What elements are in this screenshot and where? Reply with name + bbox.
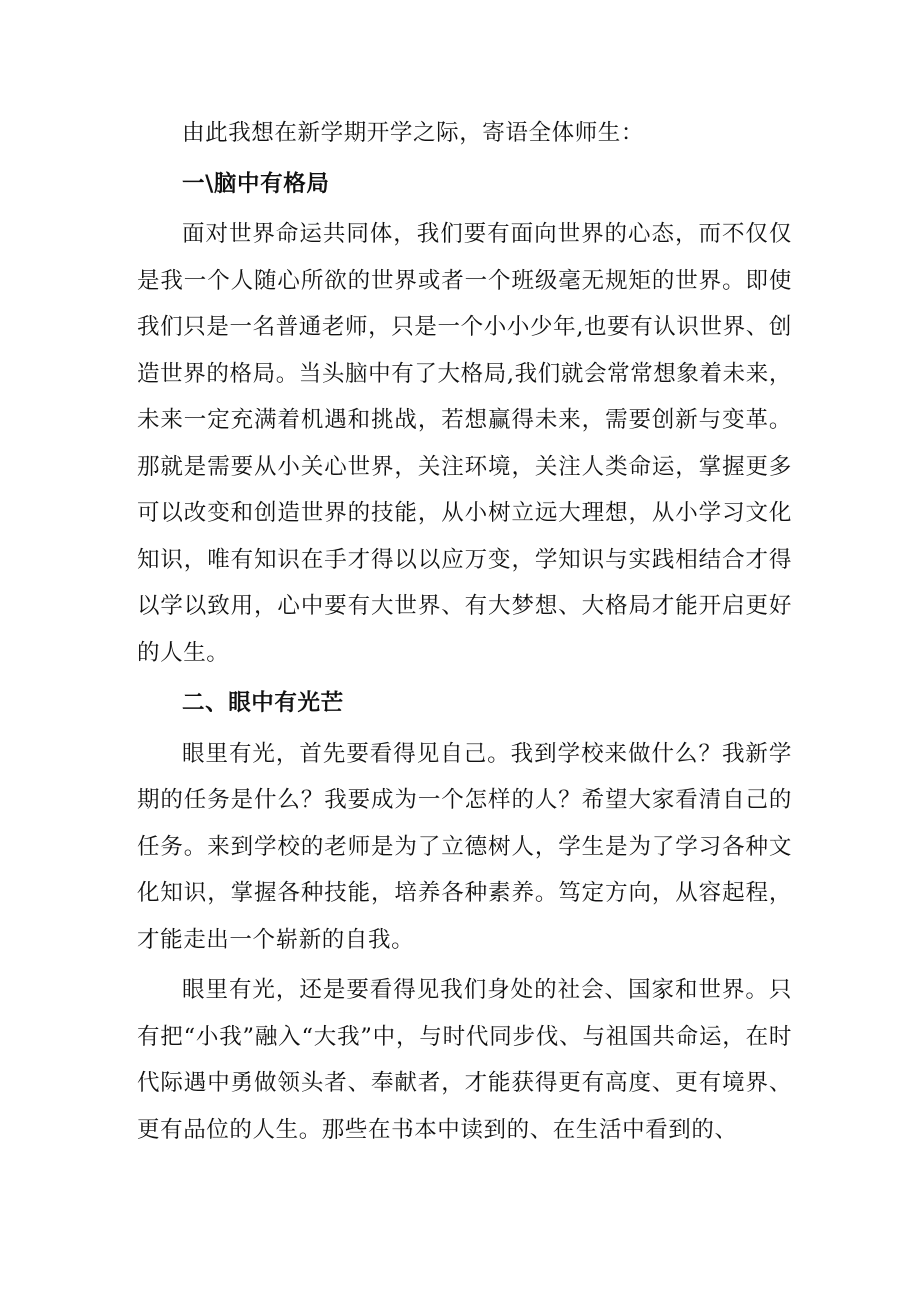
intro-paragraph: 由此我想在新学期开学之际，寄语全体师生： (182, 120, 645, 146)
section-heading-1: 一\脑中有格局 (182, 170, 330, 197)
section-1-paragraph: 面对世界命运共同体，我们要有面向世界的心态，而不仅仅是我一个人随心所欲的世界或者一个班级毫无规矩的世界。即使我们只是一名普通老师，只是一个小小少年,也要有认识世界、创造世界的格局。当头脑中有了大格局,我们就会常常想象着未来，未来一定充满着机遇和挑战，若想赢得未来，需要创新与变革。那就是需要从小关心世界，关注环境，关注人类命运，掌握更多可以改变和创造世界的技能，从小树立远大理想，从小学习文化知识，唯有知识在手才得以以应万变，学知识与实践相结合才得以学以致用，心中要有大世界、有大梦想、大格局才能开启更好的人生。 (137, 221, 792, 666)
document-body (137, 110, 792, 1153)
section-heading-2: 二、眼中有光芒 (182, 690, 344, 716)
section-2-paragraph-1: 眼里有光，首先要看得见自己。我到学校来做什么？我新学期的任务是什么？我要成为一个怎样的人？希望大家看清自己的任务。来到学校的老师是为了立德树人，学生是为了学习各种文化知识，掌握各种技能，培养各种素养。笃定方向，从容起程，才能走出一个崭新的自我。 (137, 740, 792, 953)
section-2-paragraph-2: 眼里有光，还是要看得见我们身处的社会、国家和世界。只有把“小我”融入“大我”中，与时代同步伐、与祖国共命运，在时代际遇中勇做领头者、奉献者，才能获得更有高度、更有境界、更有品位的人生。那些在书本中读到的、在生活中看到的、 (137, 977, 792, 1143)
